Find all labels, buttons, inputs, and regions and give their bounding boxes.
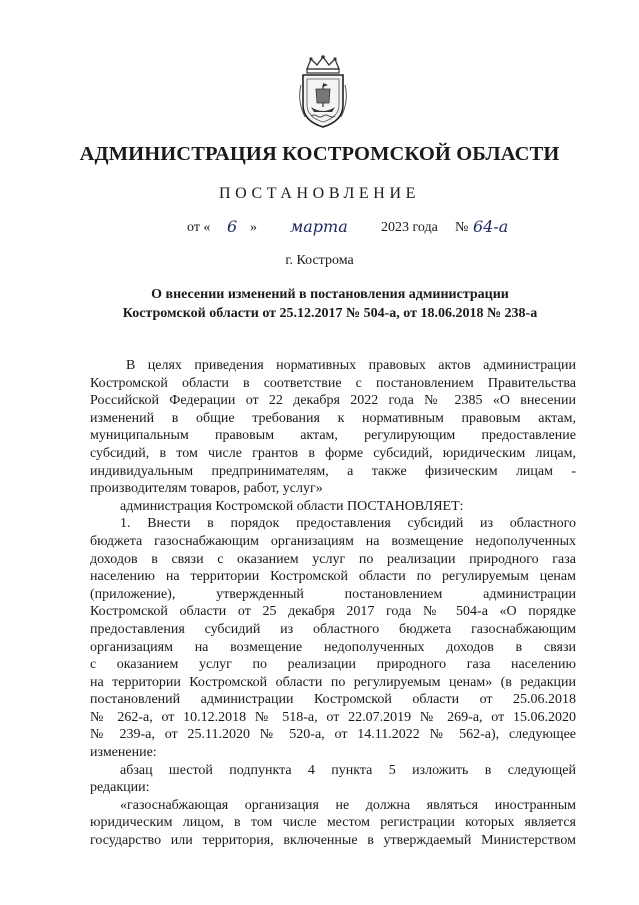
body-line: № 262-а, от 10.12.2018 № 518-а, от 22.07.2019 № 269-а, от 15.06.2020 — [90, 709, 576, 725]
body-line: (приложение), утвержденный постановлением администрации — [90, 586, 576, 602]
body-line: постановлений администрации Костромской области от 25.06.2018 — [90, 692, 576, 708]
number-prefix: № — [455, 220, 469, 235]
body-line: изменение: — [90, 745, 157, 761]
document-number: 64-а — [473, 217, 509, 236]
body-line: редакции: — [90, 780, 150, 796]
body-line: предоставления субсидий из областного бюджета газоснабжающим — [90, 621, 576, 637]
body-line: абзац шестой подпункта 4 пункта 5 изложить в следующей — [120, 762, 576, 778]
subject-line: Костромской области от 25.12.2017 № 504-а, от 18.06.2018 № 238-а — [122, 306, 538, 321]
date-year: 2023 года — [381, 220, 438, 235]
date-prefix: от « — [187, 220, 211, 235]
city-line: г. Кострома — [285, 253, 354, 268]
body-line: Костромской области в соответствие с постановлением Правительства — [90, 375, 576, 391]
body-line: доходов в связи с оказанием услуг по реализации природного газа — [90, 551, 576, 567]
body-line: № 239-а, от 25.11.2020 № 520-а, от 14.11.2022 № 562-а), следующее — [90, 727, 576, 743]
subject-line: О внесении изменений в постановления администрации — [151, 287, 509, 302]
body-line: администрация Костромской области ПОСТАНОВЛЯЕТ: — [120, 498, 464, 514]
body-line: субсидий, в том числе грантов в форме субсидий, юридическим лицам, — [90, 445, 576, 461]
body-line: организациям на возмещение недополученных доходов в связи — [90, 639, 576, 655]
body-line: «газоснабжающая организация не должна являться иностранным — [120, 797, 576, 813]
body-line: индивидуальным предпринимателям, а также физическим лицам - — [90, 463, 576, 479]
date-day-close: » — [250, 220, 257, 235]
body-line: Костромской области от 25 декабря 2017 года № 504-а «О порядке — [90, 604, 576, 620]
document-body — [90, 357, 576, 850]
kostroma-coat-of-arms-icon — [295, 55, 351, 131]
body-line: бюджета газоснабжающим организациям на возмещение недополученных — [90, 533, 576, 549]
body-line: В целях приведения нормативных правовых актов администрации — [126, 358, 576, 373]
organization-title: АДМИНИСТРАЦИЯ КОСТРОМСКОЙ ОБЛАСТИ — [79, 143, 560, 165]
date-month: марта — [290, 217, 348, 236]
body-line: населению на территории Костромской области по регулируемым ценам — [90, 569, 576, 585]
body-line: юридическим лицом, в том числе местом регистрации которых является — [90, 815, 576, 831]
document-subject — [80, 285, 580, 323]
body-line: производителям товаров, работ, услуг» — [90, 481, 323, 497]
body-line: с оказанием услуг по реализации природного газа населению — [90, 657, 576, 673]
body-line: Российской Федерации от 22 декабря 2022 года № 2385 «О внесении — [90, 393, 576, 409]
body-line: государство или территория, включенные в утверждаемый Министерством — [90, 833, 576, 849]
body-line: на территории Костромской области по регулируемым ценам» (в редакции — [90, 674, 576, 690]
body-line: изменений в общие требования к нормативным правовым актам, — [90, 410, 576, 426]
body-line: 1. Внести в порядок предоставления субсидий из областного — [120, 516, 576, 532]
document-type: ПОСТАНОВЛЕНИЕ — [219, 185, 420, 202]
date-day: 6 — [227, 217, 238, 236]
body-line: муниципальным правовым актам, регулирующим предоставление — [90, 428, 576, 444]
